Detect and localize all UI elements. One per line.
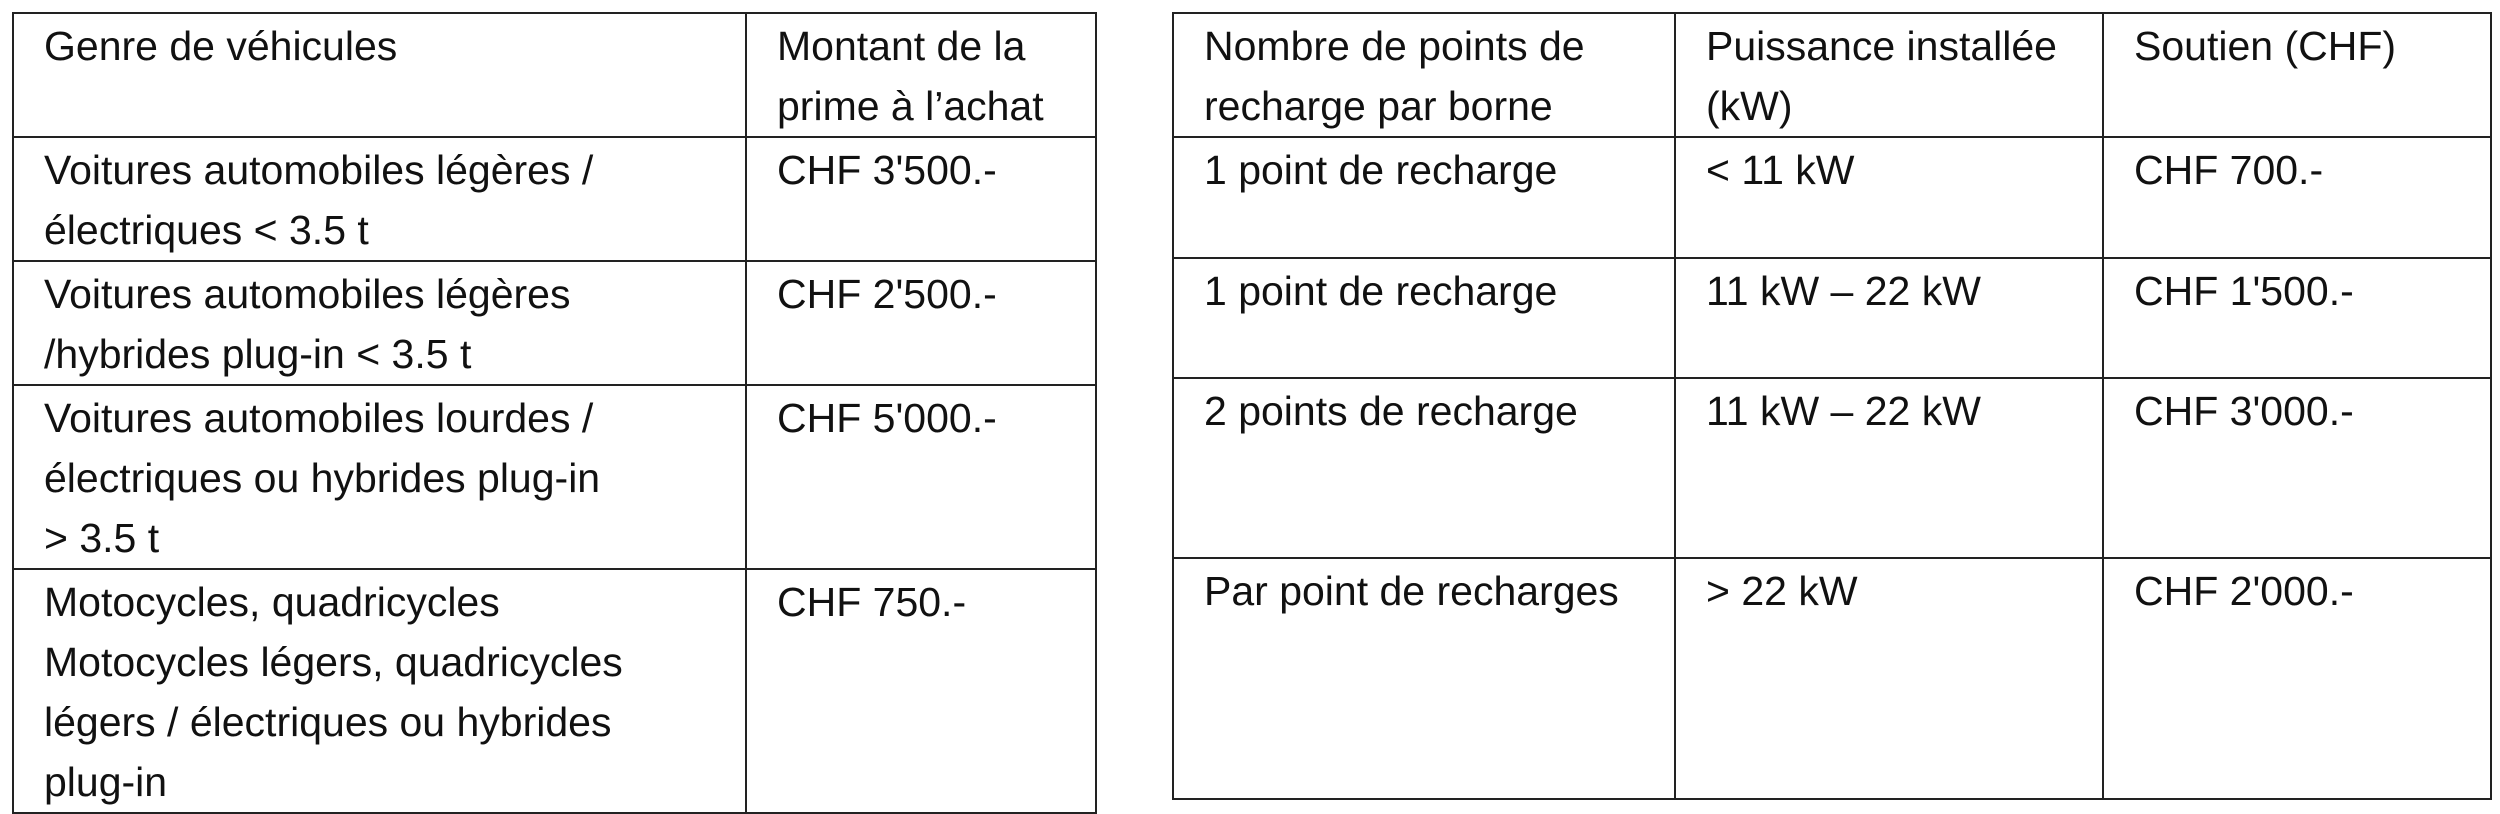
installed-power-cell: 11 kW – 22 kW	[1675, 378, 2103, 558]
table-header-row	[1173, 13, 2491, 137]
header-support-amount: Soutien (CHF)	[2103, 13, 2491, 137]
support-amount-cell: CHF 700.-	[2103, 137, 2491, 258]
bonus-amount-cell: CHF 750.-	[746, 569, 1096, 813]
header-bonus-amount: Montant de la prime à l’achat	[746, 13, 1096, 137]
vehicle-type-cell: Voitures automobiles légères /hybrides plug-in < 3.5 t	[13, 261, 746, 385]
support-amount-cell: CHF 3'000.-	[2103, 378, 2491, 558]
table-row	[1173, 378, 2491, 558]
table-row	[13, 137, 1096, 261]
table-header-row	[13, 13, 1096, 137]
table-row	[13, 261, 1096, 385]
table-row	[13, 569, 1096, 813]
support-amount-cell: CHF 1'500.-	[2103, 258, 2491, 378]
installed-power-cell: < 11 kW	[1675, 137, 2103, 258]
charging-points-cell: 1 point de recharge	[1173, 258, 1675, 378]
installed-power-cell: 11 kW – 22 kW	[1675, 258, 2103, 378]
header-vehicle-type: Genre de véhicules	[13, 13, 746, 137]
bonus-amount-cell: CHF 5'000.-	[746, 385, 1096, 569]
bonus-amount-cell: CHF 3'500.-	[746, 137, 1096, 261]
installed-power-cell: > 22 kW	[1675, 558, 2103, 799]
support-amount-cell: CHF 2'000.-	[2103, 558, 2491, 799]
charging-points-cell: 2 points de recharge	[1173, 378, 1675, 558]
vehicle-type-cell: Motocycles, quadricycles Motocycles légers, quadricycles légers / électriques ou hybrides plug-in	[13, 569, 746, 813]
vehicle-purchase-bonus-table	[12, 12, 1097, 814]
charging-points-cell: Par point de recharges	[1173, 558, 1675, 799]
vehicle-type-cell: Voitures automobiles légères / électriques < 3.5 t	[13, 137, 746, 261]
table-row	[1173, 258, 2491, 378]
charging-station-support-table	[1172, 12, 2492, 800]
vehicle-type-cell: Voitures automobiles lourdes / électriques ou hybrides plug-in > 3.5 t	[13, 385, 746, 569]
bonus-amount-cell: CHF 2'500.-	[746, 261, 1096, 385]
table-row	[1173, 558, 2491, 799]
header-charging-points: Nombre de points de recharge par borne	[1173, 13, 1675, 137]
header-installed-power: Puissance installée (kW)	[1675, 13, 2103, 137]
charging-points-cell: 1 point de recharge	[1173, 137, 1675, 258]
table-row	[1173, 137, 2491, 258]
table-row	[13, 385, 1096, 569]
